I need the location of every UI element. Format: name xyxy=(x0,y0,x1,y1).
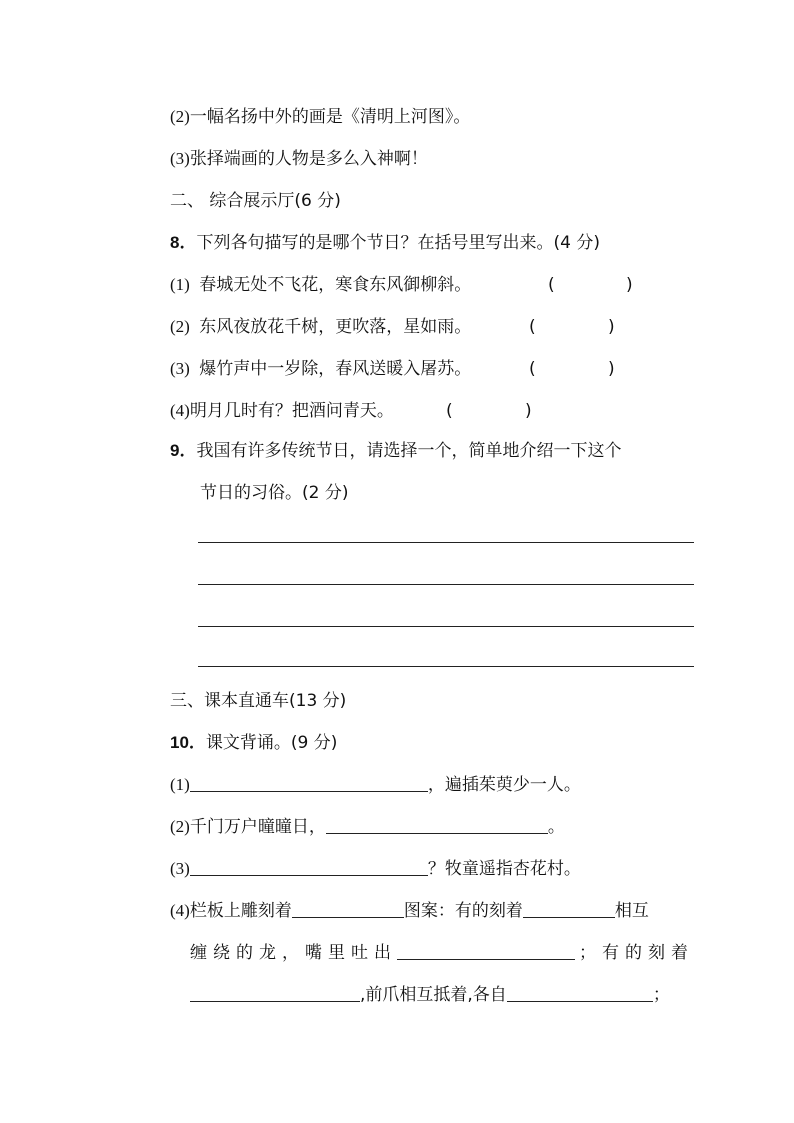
question-10-prompt: 课文背诵。(9 分) xyxy=(205,733,338,753)
section-3-heading: 三、课本直通车(13 分) xyxy=(170,691,347,711)
q10-item-4-line-2 xyxy=(190,942,694,964)
q10-item-3-blank[interactable] xyxy=(190,859,428,876)
q8-item-4-number: (4) xyxy=(170,401,190,420)
item-3-text: 张择端画的人物是多么入神啊！ xyxy=(189,149,428,169)
item-3 xyxy=(170,148,428,170)
item-2 xyxy=(170,106,470,128)
q10-item-4-line-3-b: ； xyxy=(652,985,670,1005)
q10-item-2-number: (2) xyxy=(170,817,190,836)
q8-item-1 xyxy=(170,274,471,296)
question-8-number: 8． xyxy=(170,233,197,252)
question-9-number: 9． xyxy=(170,441,197,460)
item-3-number: (3) xyxy=(170,149,190,168)
q8-item-1-text: 春城无处不飞花，寒食东风御柳斜。 xyxy=(199,275,472,295)
q8-item-4-paren-close: ) xyxy=(525,401,532,421)
q10-item-4-blank-5[interactable] xyxy=(507,985,653,1002)
q8-item-2-paren-close: ) xyxy=(608,317,615,337)
q8-item-4-paren-open: ( xyxy=(446,401,453,421)
q10-item-4-number: (4) xyxy=(170,901,190,920)
q8-item-3 xyxy=(170,358,471,380)
q10-item-4-line-2-b: ；有的刻着 xyxy=(579,943,694,963)
q8-item-3-number: (3) xyxy=(170,359,190,378)
q10-item-4-part-3: 相互 xyxy=(614,901,649,921)
q8-item-2 xyxy=(170,316,471,338)
q8-item-3-text: 爆竹声中一岁除，春风送暖入屠苏。 xyxy=(199,359,472,379)
question-10-number: 10． xyxy=(170,733,206,752)
question-9-prompt-line-1: 我国有许多传统节日，请选择一个，简单地介绍一下这个 xyxy=(196,441,622,461)
item-2-text: 一幅名扬中外的画是《清明上河图》。 xyxy=(189,107,471,127)
question-10 xyxy=(170,732,337,754)
q8-item-1-number: (1) xyxy=(170,275,190,294)
q10-item-4-blank-1[interactable] xyxy=(292,901,404,918)
q8-item-2-number: (2) xyxy=(170,317,190,336)
q10-item-2 xyxy=(170,816,565,838)
question-9-prompt-line-2: 节日的习俗。(2 分) xyxy=(200,483,349,503)
q10-item-1-number: (1) xyxy=(170,775,190,794)
question-8-prompt: 下列各句描写的是哪个节日？在括号里写出来。(4 分) xyxy=(196,233,600,253)
q10-item-2-end: 。 xyxy=(547,817,565,837)
q8-item-3-paren-open: ( xyxy=(529,359,536,379)
answer-line-1[interactable] xyxy=(198,542,694,543)
q10-item-2-text: 千门万户曈曈日， xyxy=(189,817,326,837)
q10-item-4-line-3-a: ,前爪相互抵着,各自 xyxy=(360,985,507,1005)
q10-item-4-blank-4[interactable] xyxy=(190,985,360,1002)
q8-item-1-paren-open: ( xyxy=(548,275,555,295)
q8-item-3-paren-close: ) xyxy=(608,359,615,379)
q10-item-4-line-1 xyxy=(170,900,649,922)
q10-item-1-text: ，遍插茱萸少一人。 xyxy=(427,775,581,795)
q8-item-4-text: 明月几时有？把酒问青天。 xyxy=(189,401,394,421)
answer-line-3[interactable] xyxy=(198,626,694,627)
q8-item-2-paren-open: ( xyxy=(529,317,536,337)
q8-item-4 xyxy=(170,400,394,422)
q10-item-4-part-1: 栏板上雕刻着 xyxy=(189,901,292,921)
question-8 xyxy=(170,232,600,254)
answer-line-4[interactable] xyxy=(198,666,694,667)
q10-item-3-text: ？牧童遥指杏花村。 xyxy=(427,859,581,879)
q10-item-4-blank-2[interactable] xyxy=(523,901,615,918)
q10-item-4-part-2: 图案：有的刻着 xyxy=(403,901,523,921)
answer-line-2[interactable] xyxy=(198,584,694,585)
question-9 xyxy=(170,440,621,462)
q10-item-2-blank[interactable] xyxy=(326,817,548,834)
item-2-number: (2) xyxy=(170,107,190,126)
q10-item-1-blank[interactable] xyxy=(190,775,428,792)
section-2-heading: 二、 综合展示厅(6 分) xyxy=(170,191,341,211)
q10-item-1 xyxy=(170,774,581,796)
q10-item-4-line-2-a: 缠绕的龙，嘴里吐出 xyxy=(190,943,397,963)
q10-item-3-number: (3) xyxy=(170,859,190,878)
q10-item-4-blank-3[interactable] xyxy=(397,943,575,960)
q10-item-3 xyxy=(170,858,581,880)
q8-item-2-text: 东风夜放花千树，更吹落，星如雨。 xyxy=(199,317,472,337)
q8-item-1-paren-close: ) xyxy=(626,275,633,295)
q10-item-4-line-3 xyxy=(190,984,670,1006)
